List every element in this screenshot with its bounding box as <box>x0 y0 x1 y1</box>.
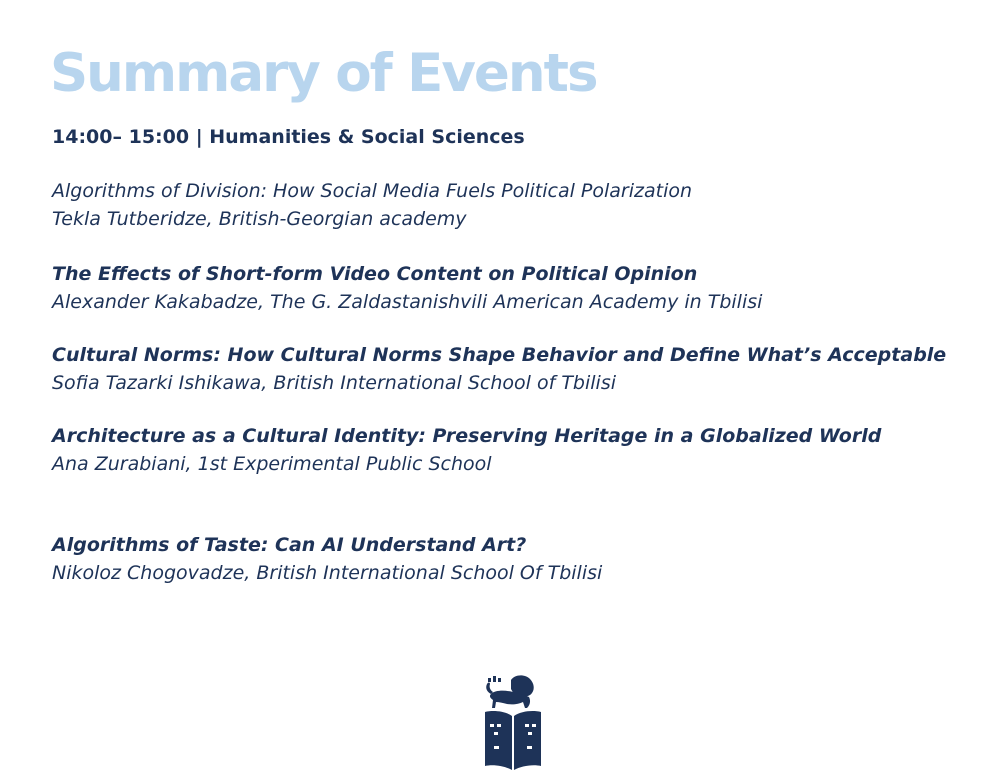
event-title: The Effects of Short-form Video Content on Political Opinion <box>52 263 698 285</box>
event-title: Architecture as a Cultural Identity: Preserving Heritage in a Globalized World <box>52 425 882 447</box>
event-author: Ana Zurabiani, 1st Experimental Public School <box>52 453 492 475</box>
event-author: Alexander Kakabadze, The G. Zaldastanishvili American Academy in Tbilisi <box>52 291 763 313</box>
session-heading: 14:00– 15:00 | Humanities & Social Sciences <box>52 126 525 148</box>
event-item-1 <box>52 177 692 233</box>
event-item-4 <box>52 422 881 478</box>
event-author: Sofia Tazarki Ishikawa, British International School of Tbilisi <box>52 372 616 394</box>
event-item-2 <box>52 260 762 316</box>
event-author: Nikoloz Chogovadze, British International School Of Tbilisi <box>52 562 603 584</box>
event-title: Algorithms of Division: How Social Media Fuels Political Polarization <box>52 180 693 202</box>
event-author: Tekla Tutberidze, British-Georgian academy <box>52 208 467 230</box>
event-title: Algorithms of Taste: Can AI Understand Art? <box>52 534 527 556</box>
page-title: Summary of Events <box>50 43 597 104</box>
event-title: Cultural Norms: How Cultural Norms Shape Behavior and Define What’s Acceptable <box>52 344 947 366</box>
event-item-3 <box>52 341 946 397</box>
event-item-5 <box>52 531 602 587</box>
lion-book-crest-icon <box>481 672 545 772</box>
